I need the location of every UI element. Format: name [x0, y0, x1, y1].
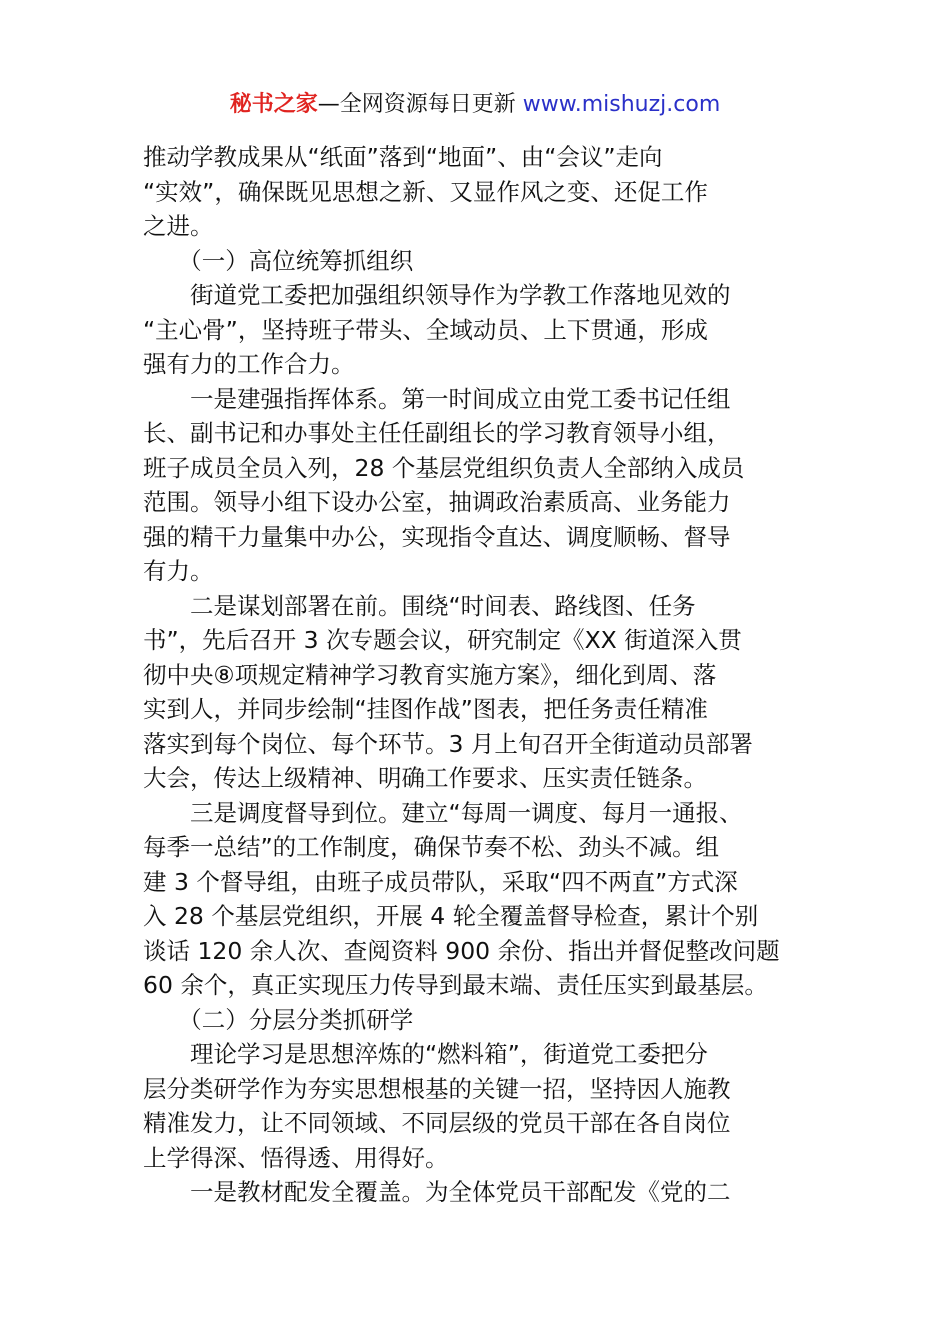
text-line: 大会，传达上级精神、明确工作要求、压实责任链条。	[143, 764, 707, 792]
document-body	[143, 140, 823, 1210]
text-line: 二是谋划部署在前。围绕“时间表、路线图、任务	[143, 591, 696, 620]
text-line: 实到人，并同步绘制“挂图作战”图表，把任务责任精准	[143, 695, 708, 723]
text-line: 街道党工委把加强组织领导作为学教工作落地见效的	[143, 281, 731, 309]
text-line: 书”，先后召开 3 次专题会议，研究制定《XX 街道深入贯	[143, 626, 742, 654]
header-tagline: —全网资源每日更新	[317, 92, 523, 117]
text-line: 推动学教成果从“纸面”落到“地面”、由“会议”走向	[143, 143, 663, 171]
text-line: 建 3 个督导组，由班子成员带队，采取“四不两直”方式深	[143, 867, 738, 896]
text-line: 三是调度督导到位。建立“每周一调度、每月一通报、	[143, 798, 743, 827]
text-line: 有力。	[143, 557, 214, 585]
text-line: 理论学习是思想淬炼的“燃料箱”，街道党工委把分	[143, 1040, 708, 1068]
text-line: 每季一总结”的工作制度，确保节奏不松、劲头不减。组	[143, 833, 720, 861]
text-line: 层分类研学作为夯实思想根基的关键一招，坚持因人施教	[143, 1074, 731, 1103]
text-line: 范围。领导小组下设办公室，抽调政治素质高、业务能力	[143, 488, 731, 516]
text-line: 一是教材配发全覆盖。为全体党员干部配发《党的二	[143, 1178, 731, 1206]
text-line: 彻中央⑧项规定精神学习教育实施方案》，细化到周、落	[143, 660, 717, 689]
brand-name: 秘书之家	[229, 92, 318, 117]
site-url-link[interactable]: www.mishuzj.com	[522, 92, 721, 117]
text-line: 谈话 120 余人次、查阅资料 900 余份、指出并督促整改问题	[143, 936, 780, 965]
text-line: 一是建强指挥体系。第一时间成立由党工委书记任组	[143, 384, 731, 413]
text-line: （二）分层分类抓研学	[143, 1005, 414, 1034]
text-line: 精准发力，让不同领域、不同层级的党员干部在各自岗位	[143, 1109, 731, 1137]
text-line: （一）高位统筹抓组织	[143, 246, 414, 275]
text-line: 上学得深、悟得透、用得好。	[143, 1143, 449, 1172]
text-line: “主心骨”，坚持班子带头、全域动员、上下贯通，形成	[143, 315, 708, 344]
text-line: “实效”，确保既见思想之新、又显作风之变、还促工作	[143, 177, 708, 206]
text-line: 班子成员全员入列，28 个基层党组织负责人全部纳入成员	[143, 453, 745, 482]
text-line: 强的精干力量集中办公，实现指令直达、调度顺畅、督导	[143, 522, 731, 551]
text-line: 落实到每个岗位、每个环节。3 月上旬召开全街道动员部署	[143, 729, 753, 758]
text-line: 长、副书记和办事处主任任副组长的学习教育领导小组，	[143, 419, 731, 447]
site-header	[0, 88, 950, 122]
text-line: 入 28 个基层党组织，开展 4 轮全覆盖督导检查，累计个别	[143, 902, 759, 930]
text-line: 强有力的工作合力。	[143, 350, 355, 378]
text-line: 60 余个，真正实现压力传导到最末端、责任压实到最基层。	[143, 971, 768, 999]
text-line: 之进。	[143, 212, 214, 240]
